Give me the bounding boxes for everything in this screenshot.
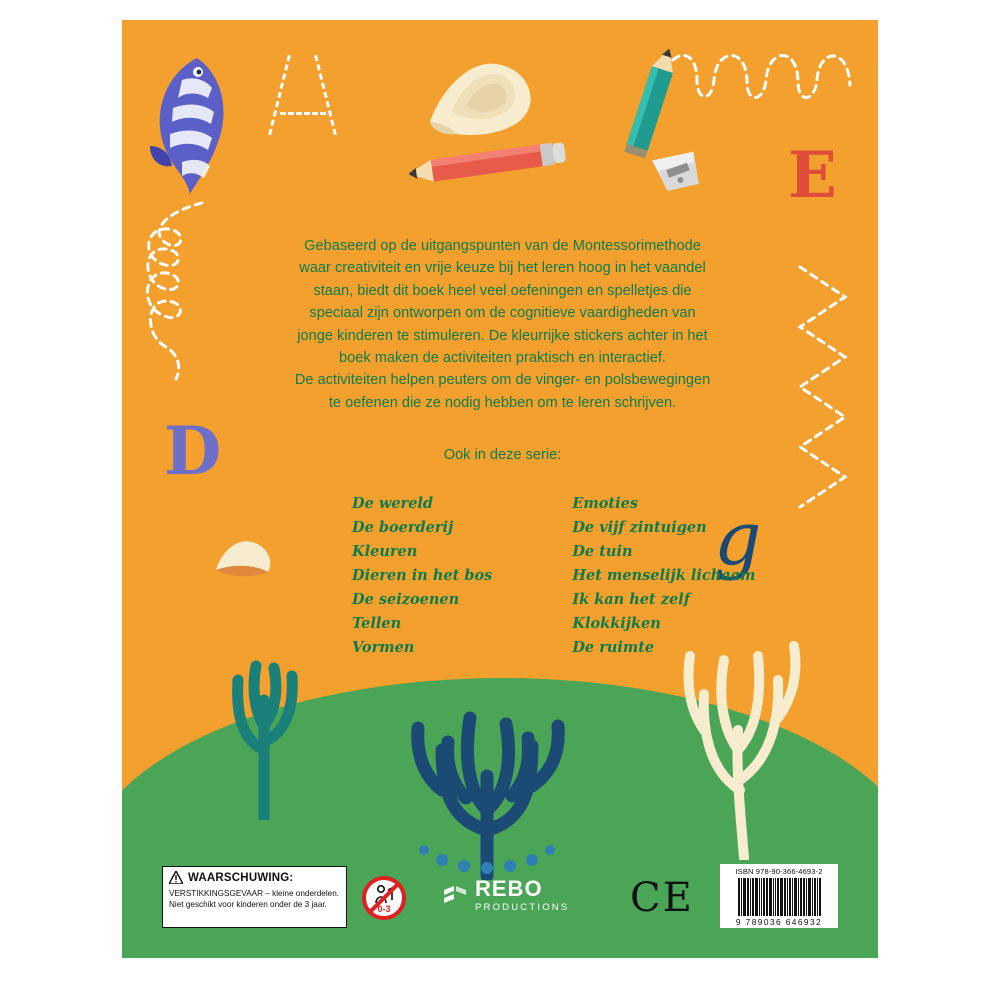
book-cover [122, 20, 878, 958]
seashell-illustration [422, 52, 542, 142]
small-shell-illustration [210, 532, 280, 582]
blurb-line: staan, biedt dit boek heel veel oefeningen en spelletjes die [313, 282, 692, 299]
list-item: Klokkijken [572, 615, 661, 632]
blurb-line: Gebaseerd op de uitgangspunten van de Montessorimethode [304, 238, 701, 254]
list-item: De vijf zintuigen [572, 519, 707, 536]
list-item: De seizoenen [352, 591, 460, 608]
dashed-zigzag-decoration [790, 262, 860, 512]
blurb-line: boek maken de activiteiten praktisch en interactief. [339, 350, 666, 367]
list-item: Het menselijk lichaam [572, 567, 756, 584]
series-list-left [352, 492, 492, 660]
warning-title: WAARSCHUWING: [188, 871, 294, 884]
warning-line-1: VERSTIKKINGSGEVAAR – kleine onderdelen. [169, 889, 340, 898]
series-lists [352, 492, 772, 660]
warning-line-2: Niet geschikt voor kinderen onder de 3 jaar. [169, 900, 327, 909]
navy-coral-illustration [372, 680, 602, 880]
list-item: Dieren in het bos [352, 567, 493, 584]
isbn-barcode-box [720, 864, 838, 928]
list-item: De ruimte [572, 639, 655, 656]
red-pencil-illustration [402, 130, 572, 200]
letter-g-decoration: g [714, 496, 762, 582]
warning-header [169, 871, 340, 884]
series-heading: Ook in deze serie: [443, 447, 562, 463]
dashed-curl-decoration [132, 195, 212, 385]
list-item: Tellen [352, 615, 402, 632]
rebo-mark-icon [442, 882, 468, 908]
warning-body [169, 888, 340, 910]
age-restriction-0-3-icon [362, 876, 406, 920]
publisher-logo [442, 878, 569, 913]
age-label: 0-3 [377, 904, 391, 914]
blurb-line: te oefenen die ze nodig hebben om te leren schrijven. [328, 394, 677, 411]
list-item: Kleuren [352, 543, 418, 560]
isbn-text: ISBN 978-90-366-4693-2 [735, 867, 823, 876]
ce-mark: CE [630, 875, 694, 921]
barcode-digits: 9 789036 646932 [735, 917, 823, 927]
teal-seaweed-illustration [202, 630, 332, 820]
list-item: De wereld [352, 495, 434, 512]
pencil-sharpener-illustration [644, 138, 714, 208]
blurb-line: jonge kinderen te stimuleren. De kleurrijke stickers achter in het [297, 327, 708, 344]
fish-illustration [142, 50, 252, 200]
publisher-name: REBO [475, 876, 543, 901]
publisher-subtitle: PRODUCTIONS [475, 902, 570, 913]
dashed-letter-a-trace [262, 50, 352, 140]
list-item: De boerderij [352, 519, 454, 536]
blurb-line: waar creativiteit en vrije keuze bij het leren hoog in het vaandel [299, 260, 706, 277]
blurb-text [230, 235, 775, 414]
list-item: Emoties [572, 495, 639, 512]
warning-triangle-icon [169, 871, 183, 884]
blurb-line: De activiteiten helpen peuters om de vinger- en polsbewegingen [294, 372, 711, 389]
list-item: Vormen [352, 639, 415, 656]
list-item: Ik kan het zelf [572, 591, 690, 608]
series-list-right [572, 492, 755, 660]
letter-d-decoration: D [164, 412, 222, 490]
blurb-line: speciaal zijn ontworpen om de cognitieve vaardigheden van [309, 305, 696, 322]
letter-e-decoration: E [788, 138, 837, 213]
legal-row [122, 866, 878, 936]
warning-box [162, 866, 347, 928]
barcode-graphic [724, 878, 834, 916]
list-item: De tuin [572, 543, 633, 560]
